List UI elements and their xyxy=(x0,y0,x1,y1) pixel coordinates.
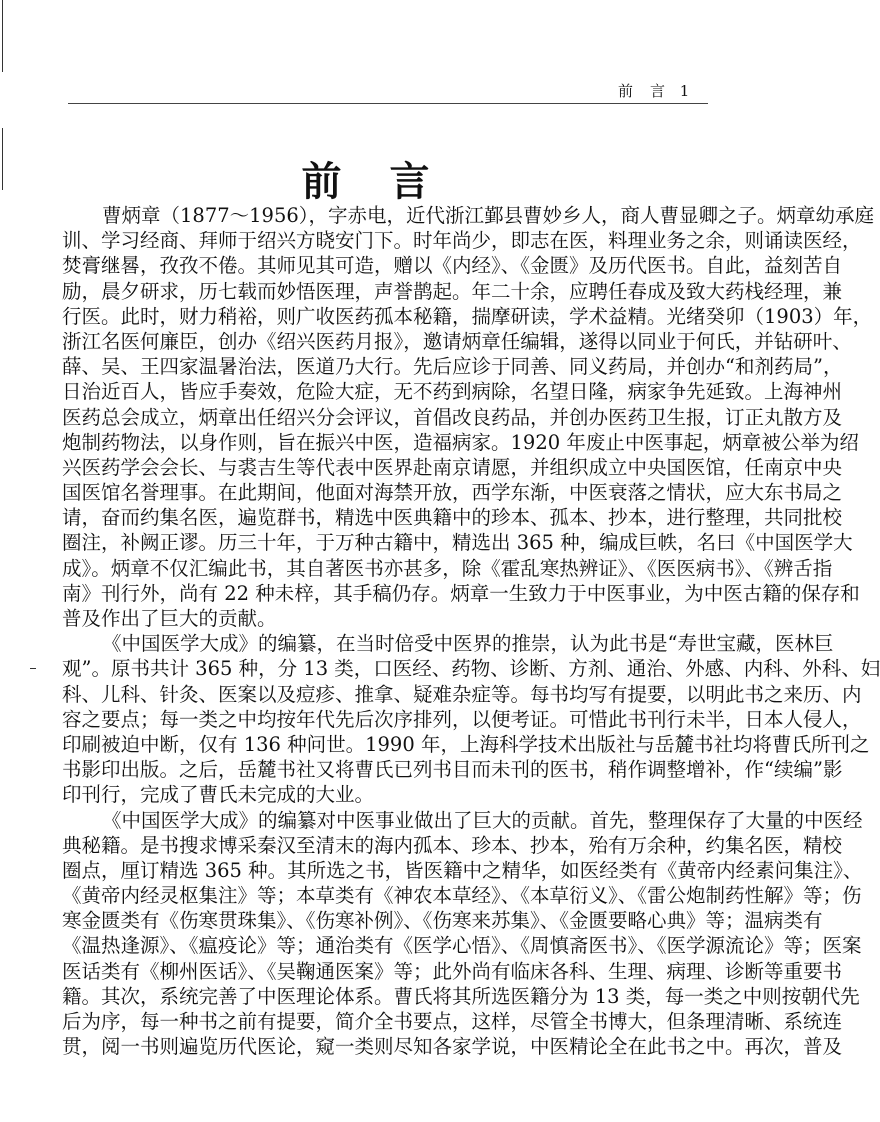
paragraph-line: 成》。炳章不仅汇编此书，其自著医书亦甚多，除《霍乱寒热辨证》、《医医病书》、《辨舌指 xyxy=(62,556,833,580)
paragraph-line: 容之要点；每一类之中均按年代先后次序排列，以便考证。可惜此书刊行未半，日本人侵人， xyxy=(62,707,862,731)
paragraph-line: 印刷被迫中断，仅有 136 种问世。1990 年，上海科学技术出版社与岳麓书社均将曹氏所刊之 xyxy=(62,732,870,756)
paragraph-line: 普及作出了巨大的贡献。 xyxy=(62,607,277,630)
paragraph-line: 焚膏继晷，孜孜不倦。其师见其可造，赠以《内经》、《金匮》及历代医书。自此，益刻苦自 xyxy=(62,254,843,278)
paragraph-line: 贯，阅一书则遍览历代医论，窥一类则尽知各家学说，中医精论全在此书之中。再次，普及 xyxy=(62,1035,843,1059)
paragraph-line: 印刊行，完成了曹氏未完成的大业。 xyxy=(62,783,375,807)
paragraph-line: 《黄帝内经灵枢集注》等；本草类有《神农本草经》、《本草衍义》、《雷公炮制药性解》等；伤 xyxy=(62,884,862,908)
paragraph-line: 圈注，补阙正谬。历三十年，于万种古籍中，精选出 365 种，编成巨帙，名曰《中国医学大 xyxy=(62,531,853,555)
paragraph-line: 医药总会成立，炳章出任绍兴分会评议，首倡改良药品，并创办医药卫生报，订正丸散方及 xyxy=(62,405,843,429)
running-header xyxy=(618,80,690,101)
paragraph-line: 《中国医学大成》的编纂，在当时倍受中医界的推崇，认为此书是“寿世宝藏，医林巨 xyxy=(102,632,834,656)
paragraph-line: 《中国医学大成》的编纂对中医事业做出了巨大的贡献。首先，整理保存了大量的中医经 xyxy=(102,808,863,832)
paragraph-line: 薛、吴、王四家温暑治法，医道乃大行。先后应诊于同善、同义药局，并创办“和剂药局”， xyxy=(62,355,843,379)
paragraph-line: 《温热逢源》、《瘟疫论》等；通治类有《医学心悟》、《周慎斋医书》、《医学源流论》等；医案 xyxy=(62,934,862,958)
paragraph-line: 观”。原书共计 365 种，分 13 类，口医经、药物、诊断、方剂、通治、外感、内科、外科、妇 xyxy=(62,657,880,681)
paragraph-line: 南》刊行外，尚有 22 种未梓，其手稿仍存。炳章一生致力于中医事业，为中医古籍的保存和 xyxy=(62,581,860,605)
paragraph-line: 请，奋而约集名医，遍览群书，精选中医典籍中的珍本、孤本、抄本，进行整理，共同批校 xyxy=(62,506,843,530)
paragraph-line: 籍。其次，系统完善了中医理论体系。曹氏将其所选医籍分为 13 类，每一类之中则按朝代先 xyxy=(62,984,860,1008)
paragraph-line: 国医馆名誉理事。在此期间，他面对海禁开放，西学东渐，中医衰落之情状，应大东书局之 xyxy=(62,481,843,505)
paragraph-line: 医话类有《柳州医话》、《吴鞠通医案》等；此外尚有临床各科、生理、病理、诊断等重要书 xyxy=(62,959,843,983)
paragraph-line: 寒金匮类有《伤寒贯珠集》、《伤寒补例》、《伤寒来苏集》、《金匮要略心典》等；温病类有 xyxy=(62,909,823,933)
paragraph-line: 科、儿科、针灸、医案以及痘疹、推拿、疑难杂症等。每书均写有提要，以明此书之来历、内 xyxy=(62,682,862,706)
paragraph-line: 曹炳章（1877～1956），字赤电，近代浙江鄞县曹妙乡人，商人曹显卿之子。炳章幼承庭 xyxy=(102,204,875,227)
scan-edge-line xyxy=(2,0,3,72)
running-title: 前 言 xyxy=(618,82,667,100)
paragraph-line: 浙江名医何廉臣，创办《绍兴医药月报》，邀请炳章任编辑，遂得以同业于何氏，并钻研叶、 xyxy=(62,329,852,353)
paragraph-line: 兴医药学会会长、与裘吉生等代表中医界赴南京请愿，并组织成立中央国医馆，任南京中央 xyxy=(62,455,843,479)
paragraph-line: 典秘籍。是书搜求博采秦汉至清末的海内孤本、珍本、抄本，殆有万余种，约集名医，精校 xyxy=(62,833,843,857)
page-number: 1 xyxy=(679,82,691,100)
header-rule xyxy=(68,103,708,104)
paragraph-line: 训、学习经商、拜师于绍兴方晓安门下。时年尚少，即志在医，料理业务之余，则诵读医经， xyxy=(62,229,862,253)
paragraph-line: 后为序，每一种书之前有提要，简介全书要点，这样，尽管全书博大，但条理清晰、系统连 xyxy=(62,1010,843,1033)
paragraph-line: 行医。此时，财力稍裕，则广收医药孤本秘籍，揣摩研读，学术益精。光绪癸卯（1903）年， xyxy=(62,304,873,328)
paragraph-line: 炮制药物法，以身作则，旨在振兴中医，造福病家。1920 年废止中医事起，炳章被公举为绍 xyxy=(62,430,859,454)
paragraph-line: 日治近百人，皆应手奏效，危险大症，无不药到病除，名望日隆，病家争先延致。上海神州 xyxy=(62,380,843,404)
page-title: 前言 xyxy=(301,159,478,205)
paragraph-line: 圈点，厘订精选 365 种。其所选之书，皆医籍中之精华，如医经类有《黄帝内经素问集注》、 xyxy=(62,858,863,882)
body-text xyxy=(62,203,880,1059)
scan-mark xyxy=(30,668,36,669)
paragraph-line: 励，晨夕研求，历七载而妙悟医理，声誉鹊起。年二十余，应聘任春成及致大药栈经理，兼 xyxy=(62,279,843,303)
paragraph-line: 书影印出版。之后，岳麓书社又将曹氏已列书目而未刊的医书，稍作调整增补，作“续编”影 xyxy=(62,758,843,782)
